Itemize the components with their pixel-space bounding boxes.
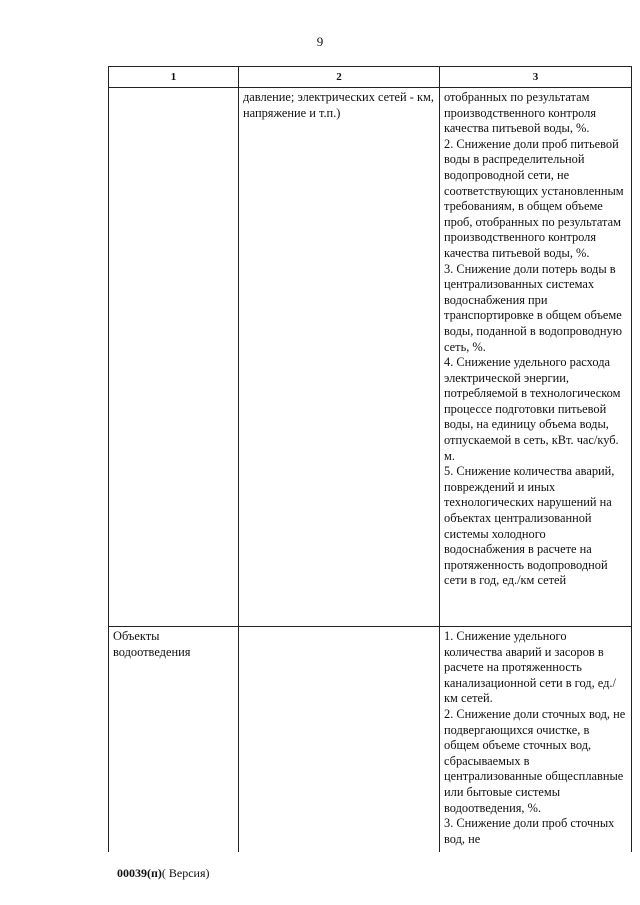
table-cell-col2 — [239, 627, 440, 853]
table-header-row — [109, 67, 632, 88]
column-header-1: 1 — [109, 67, 239, 88]
table-cell-col3 — [440, 627, 632, 853]
table-cell-col3 — [440, 88, 632, 627]
document-table — [108, 66, 631, 852]
table-cell-col2 — [239, 88, 440, 627]
column-header-3: 3 — [440, 67, 632, 88]
table-row — [109, 88, 632, 627]
table-row — [109, 627, 632, 853]
page-number: 9 — [316, 34, 324, 49]
cell-text: давление; электрических сетей - км, напряжение и т.п.) — [243, 90, 434, 120]
cell-text: отобранных по результатам производственного контроля качества питьевой воды, %. 2. Снижение доли проб питьевой воды в распределительной водопроводной сети, не соответствующих установленным требованиям, в общем объеме проб, отобранных по результатам производственного контроля качества питьевой воды, %. 3. Снижение доли потерь воды в централизованных системах водоснабжения при транспортировке в общем объеме воды, поданной в водопроводную сеть, %. 4. Снижение удельного расхода электрической энергии, потребляемой в технологическом процессе подготовки питьевой воды, на единицу объема воды, отпускаемой в сеть, кВт. час/куб. м. 5. Снижение количества аварий, повреждений и иных технологических нарушений на объектах централизованной системы холодного водоснабжения в расчете на протяженность водопроводной сети в год, ед./км сетей — [444, 90, 624, 588]
table-cell-col1 — [109, 88, 239, 627]
column-header-2: 2 — [239, 67, 440, 88]
footer — [117, 866, 210, 881]
footer-code: 00039(п) — [117, 866, 162, 880]
cell-text: 1. Снижение удельного количества аварий и засоров в расчете на протяженность канализационной сети в год, ед./км сетей. 2. Снижение доли сточных вод, не подвергающихся очистке, в общем объеме сточных вод, сбрасываемых в централизованные общесплавные или бытовые системы водоотведения, %. 3. Снижение доли проб сточных вод, не — [444, 629, 626, 846]
cell-text: Объекты водоотведения — [113, 629, 191, 659]
footer-label: ( Версия) — [161, 866, 210, 880]
table-cell-col1 — [109, 627, 239, 853]
